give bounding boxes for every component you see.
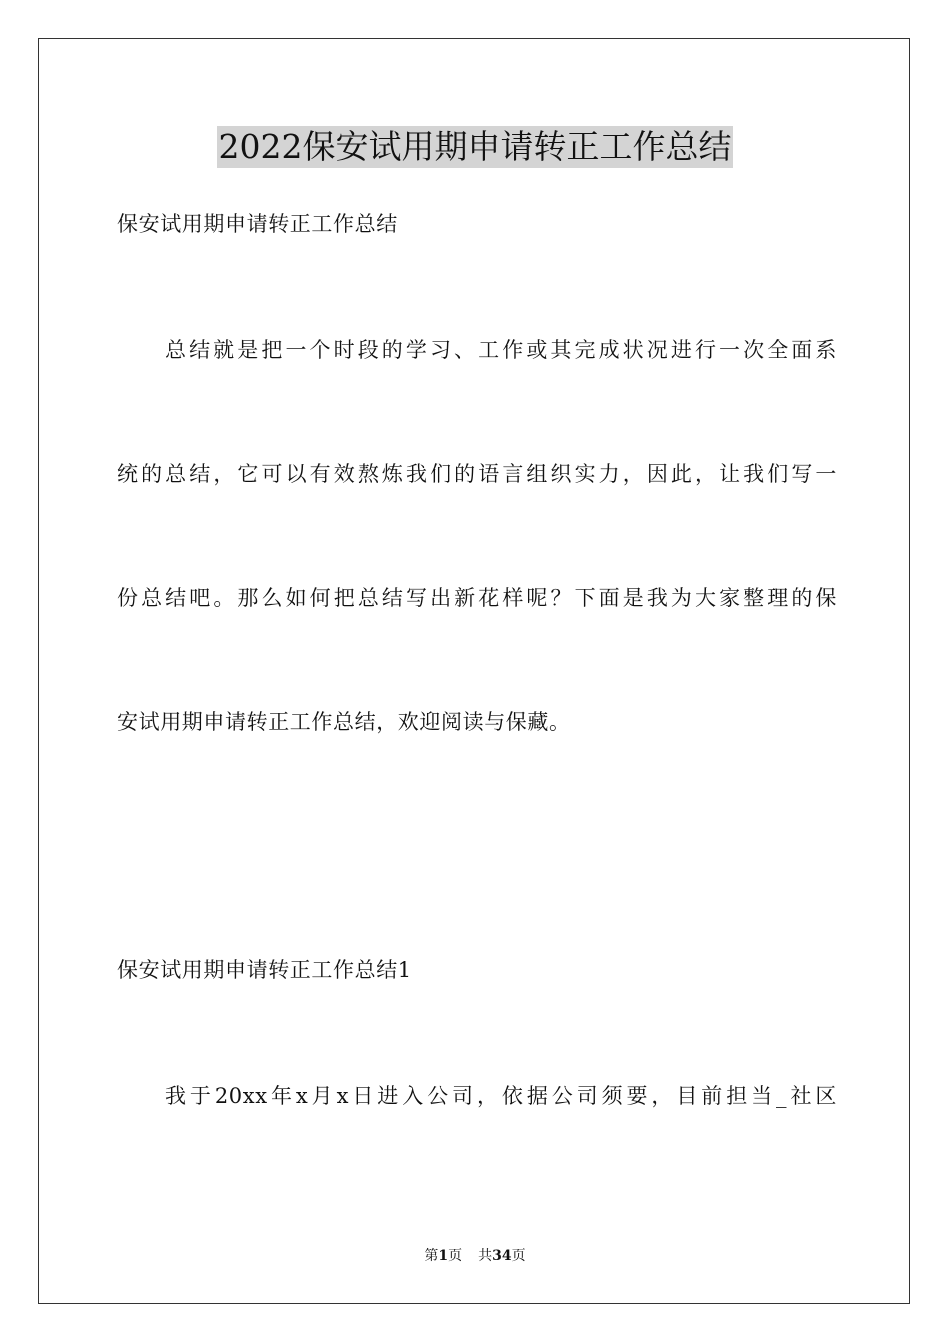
document-subtitle: 保安试用期申请转正工作总结: [117, 212, 398, 236]
page-prefix: 第: [424, 1248, 439, 1264]
page-suffix: 页: [448, 1248, 463, 1264]
total-pages: 34: [492, 1248, 512, 1264]
page-footer: [0, 1246, 950, 1266]
intro-paragraph-line: 安试用期申请转正工作总结，欢迎阅读与保藏。: [117, 710, 571, 734]
section-paragraph-line: 我于20xx年x月x日进入公司，依据公司须要，目前担当_社区: [165, 1084, 837, 1108]
total-prefix: 共: [478, 1248, 493, 1264]
intro-paragraph-line: 总结就是把一个时段的学习、工作或其完成状况进行一次全面系: [165, 338, 837, 362]
intro-paragraph-line: 份总结吧。那么如何把总结写出新花样呢？下面是我为大家整理的保: [117, 586, 837, 610]
document-title: 2022保安试用期申请转正工作总结: [218, 127, 732, 166]
section-heading: 保安试用期申请转正工作总结1: [117, 958, 412, 982]
intro-paragraph-line: 统的总结，它可以有效熬炼我们的语言组织实力，因此，让我们写一: [117, 462, 837, 486]
total-suffix: 页: [511, 1248, 526, 1264]
page-number: 1: [438, 1248, 449, 1264]
title-container: [0, 126, 950, 168]
